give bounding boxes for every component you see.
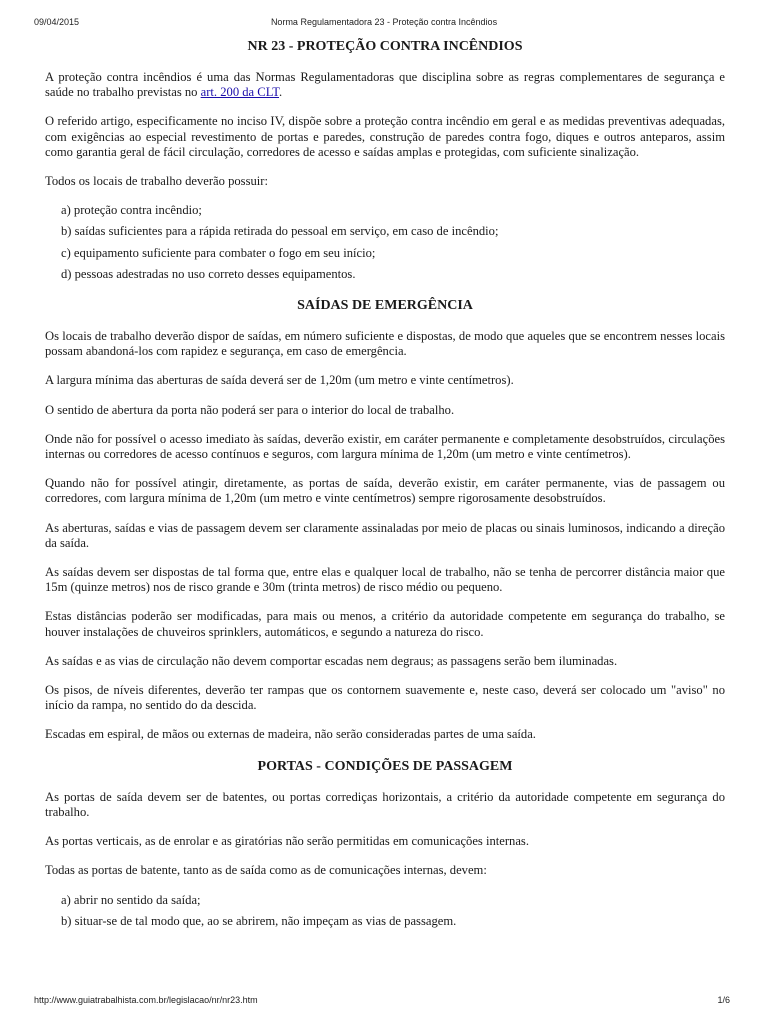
- section-heading-portas: PORTAS - CONDIÇÕES DE PASSAGEM: [257, 758, 513, 774]
- page-number: 1/6: [717, 995, 730, 1005]
- paragraph: As portas de saída devem ser de batentes, ou portas corrediças horizontais, a critério da autoridade competente em segurança do trabalho.: [45, 789, 725, 819]
- paragraph: Escadas em espiral, de mãos ou externas de madeira, não serão consideradas partes de uma saída.: [45, 727, 536, 742]
- paragraph: As saídas devem ser dispostas de tal forma que, entre elas e qualquer local de trabalho, não se tenha de percorrer distância maior que 15m (quinze metros) nos de risco grande e 30m (trinta metros) de risco médio ou pequeno.: [45, 565, 725, 595]
- print-date: 09/04/2015: [34, 17, 80, 27]
- paragraph: Estas distâncias poderão ser modificadas, para mais ou menos, a critério da autoridade competente em segurança do trabalho, se houver instalações de chuveiros sprinklers, automáticos, e segundo a natureza do risco.: [45, 609, 725, 639]
- paragraph: O sentido de abertura da porta não poderá ser para o interior do local de trabalho.: [45, 402, 455, 417]
- list-item: a) proteção contra incêndio;: [61, 203, 202, 218]
- print-url: http://www.guiatrabalhista.com.br/legislacao/nr/nr23.htm: [34, 995, 258, 1005]
- door-requirements-list: [45, 893, 725, 929]
- list-item: d) pessoas adestradas no uso correto desses equipamentos.: [61, 266, 356, 281]
- list-item: b) situar-se de tal modo que, ao se abrirem, não impeçam as vias de passagem.: [61, 913, 457, 928]
- paragraph: A largura mínima das aberturas de saída deverá ser de 1,20m (um metro e vinte centímetros).: [45, 373, 514, 388]
- paragraph: As aberturas, saídas e vias de passagem devem ser claramente assinaladas por meio de placas ou sinais luminosos, indicando a direção da saída.: [45, 520, 725, 550]
- paragraph: Quando não for possível atingir, diretamente, as portas de saída, deverão existir, em caráter permanente, vias de passagem ou corredores, com largura mínima de 1,20m (um metro e vinte centímetros) sempre rigorosamente desobstruídos.: [45, 476, 725, 506]
- paragraph: Os locais de trabalho deverão dispor de saídas, em número suficiente e dispostas, de modo que aqueles que se encontrem nesses locais possam abandoná-los com rapidez e segurança, em caso de emergência.: [45, 329, 725, 359]
- paragraph: Todas as portas de batente, tanto as de saída como as de comunicações internas, devem:: [45, 863, 487, 878]
- list-item: b) saídas suficientes para a rápida retirada do pessoal em serviço, em caso de incêndio;: [61, 224, 499, 239]
- intro-text-end: .: [279, 85, 283, 100]
- print-title: Norma Regulamentadora 23 - Proteção contra Incêndios: [270, 17, 498, 27]
- paragraph: Onde não for possível o acesso imediato às saídas, deverão existir, em caráter permanente e completamente desobstruídos, circulações internas ou corredores de acesso contínuos e seguros, com largura mínima de 1,20m (um metro e vinte centímetros).: [45, 431, 725, 462]
- paragraph: O referido artigo, especificamente no inciso IV, dispõe sobre a proteção contra incêndio em geral e as medidas preventivas adequadas, com exigências ao especial revestimento de portas e paredes, construção de paredes contra fogo, diques e outros anteparos, assim como garantia geral de fácil circulação, corredores de acesso e saídas amplas e protegidas, com suficiente sinalização.: [45, 114, 725, 159]
- paragraph: As saídas e as vias de circulação não devem comportar escadas nem degraus; as passagens serão bem iluminadas.: [45, 653, 618, 668]
- list-item: c) equipamento suficiente para combater o fogo em seu início;: [61, 245, 376, 260]
- paragraph: As portas verticais, as de enrolar e as giratórias não serão permitidas em comunicações internas.: [45, 834, 529, 849]
- print-footer: [30, 995, 738, 1007]
- print-header: [30, 17, 738, 29]
- intro-text: A proteção contra incêndios é uma das Normas Regulamentadoras que disciplina sobre as regras complementares de segurança e saúde no trabalho previstas no: [45, 70, 725, 100]
- intro-paragraph: [45, 70, 725, 100]
- section-heading-saidas: SAÍDAS DE EMERGÊNCIA: [297, 298, 473, 314]
- requirements-list: [45, 203, 725, 282]
- paragraph: Os pisos, de níveis diferentes, deverão ter rampas que os contornem suavemente e, neste caso, deverá ser colocado um "aviso" no início da rampa, no sentido do da descida.: [45, 683, 725, 713]
- list-item: a) abrir no sentido da saída;: [61, 892, 201, 907]
- document-title: NR 23 - PROTEÇÃO CONTRA INCÊNDIOS: [247, 39, 523, 54]
- paragraph: Todos os locais de trabalho deverão possuir:: [45, 174, 268, 189]
- document-body: [45, 38, 725, 935]
- clt-article-link[interactable]: art. 200 da CLT: [200, 85, 279, 100]
